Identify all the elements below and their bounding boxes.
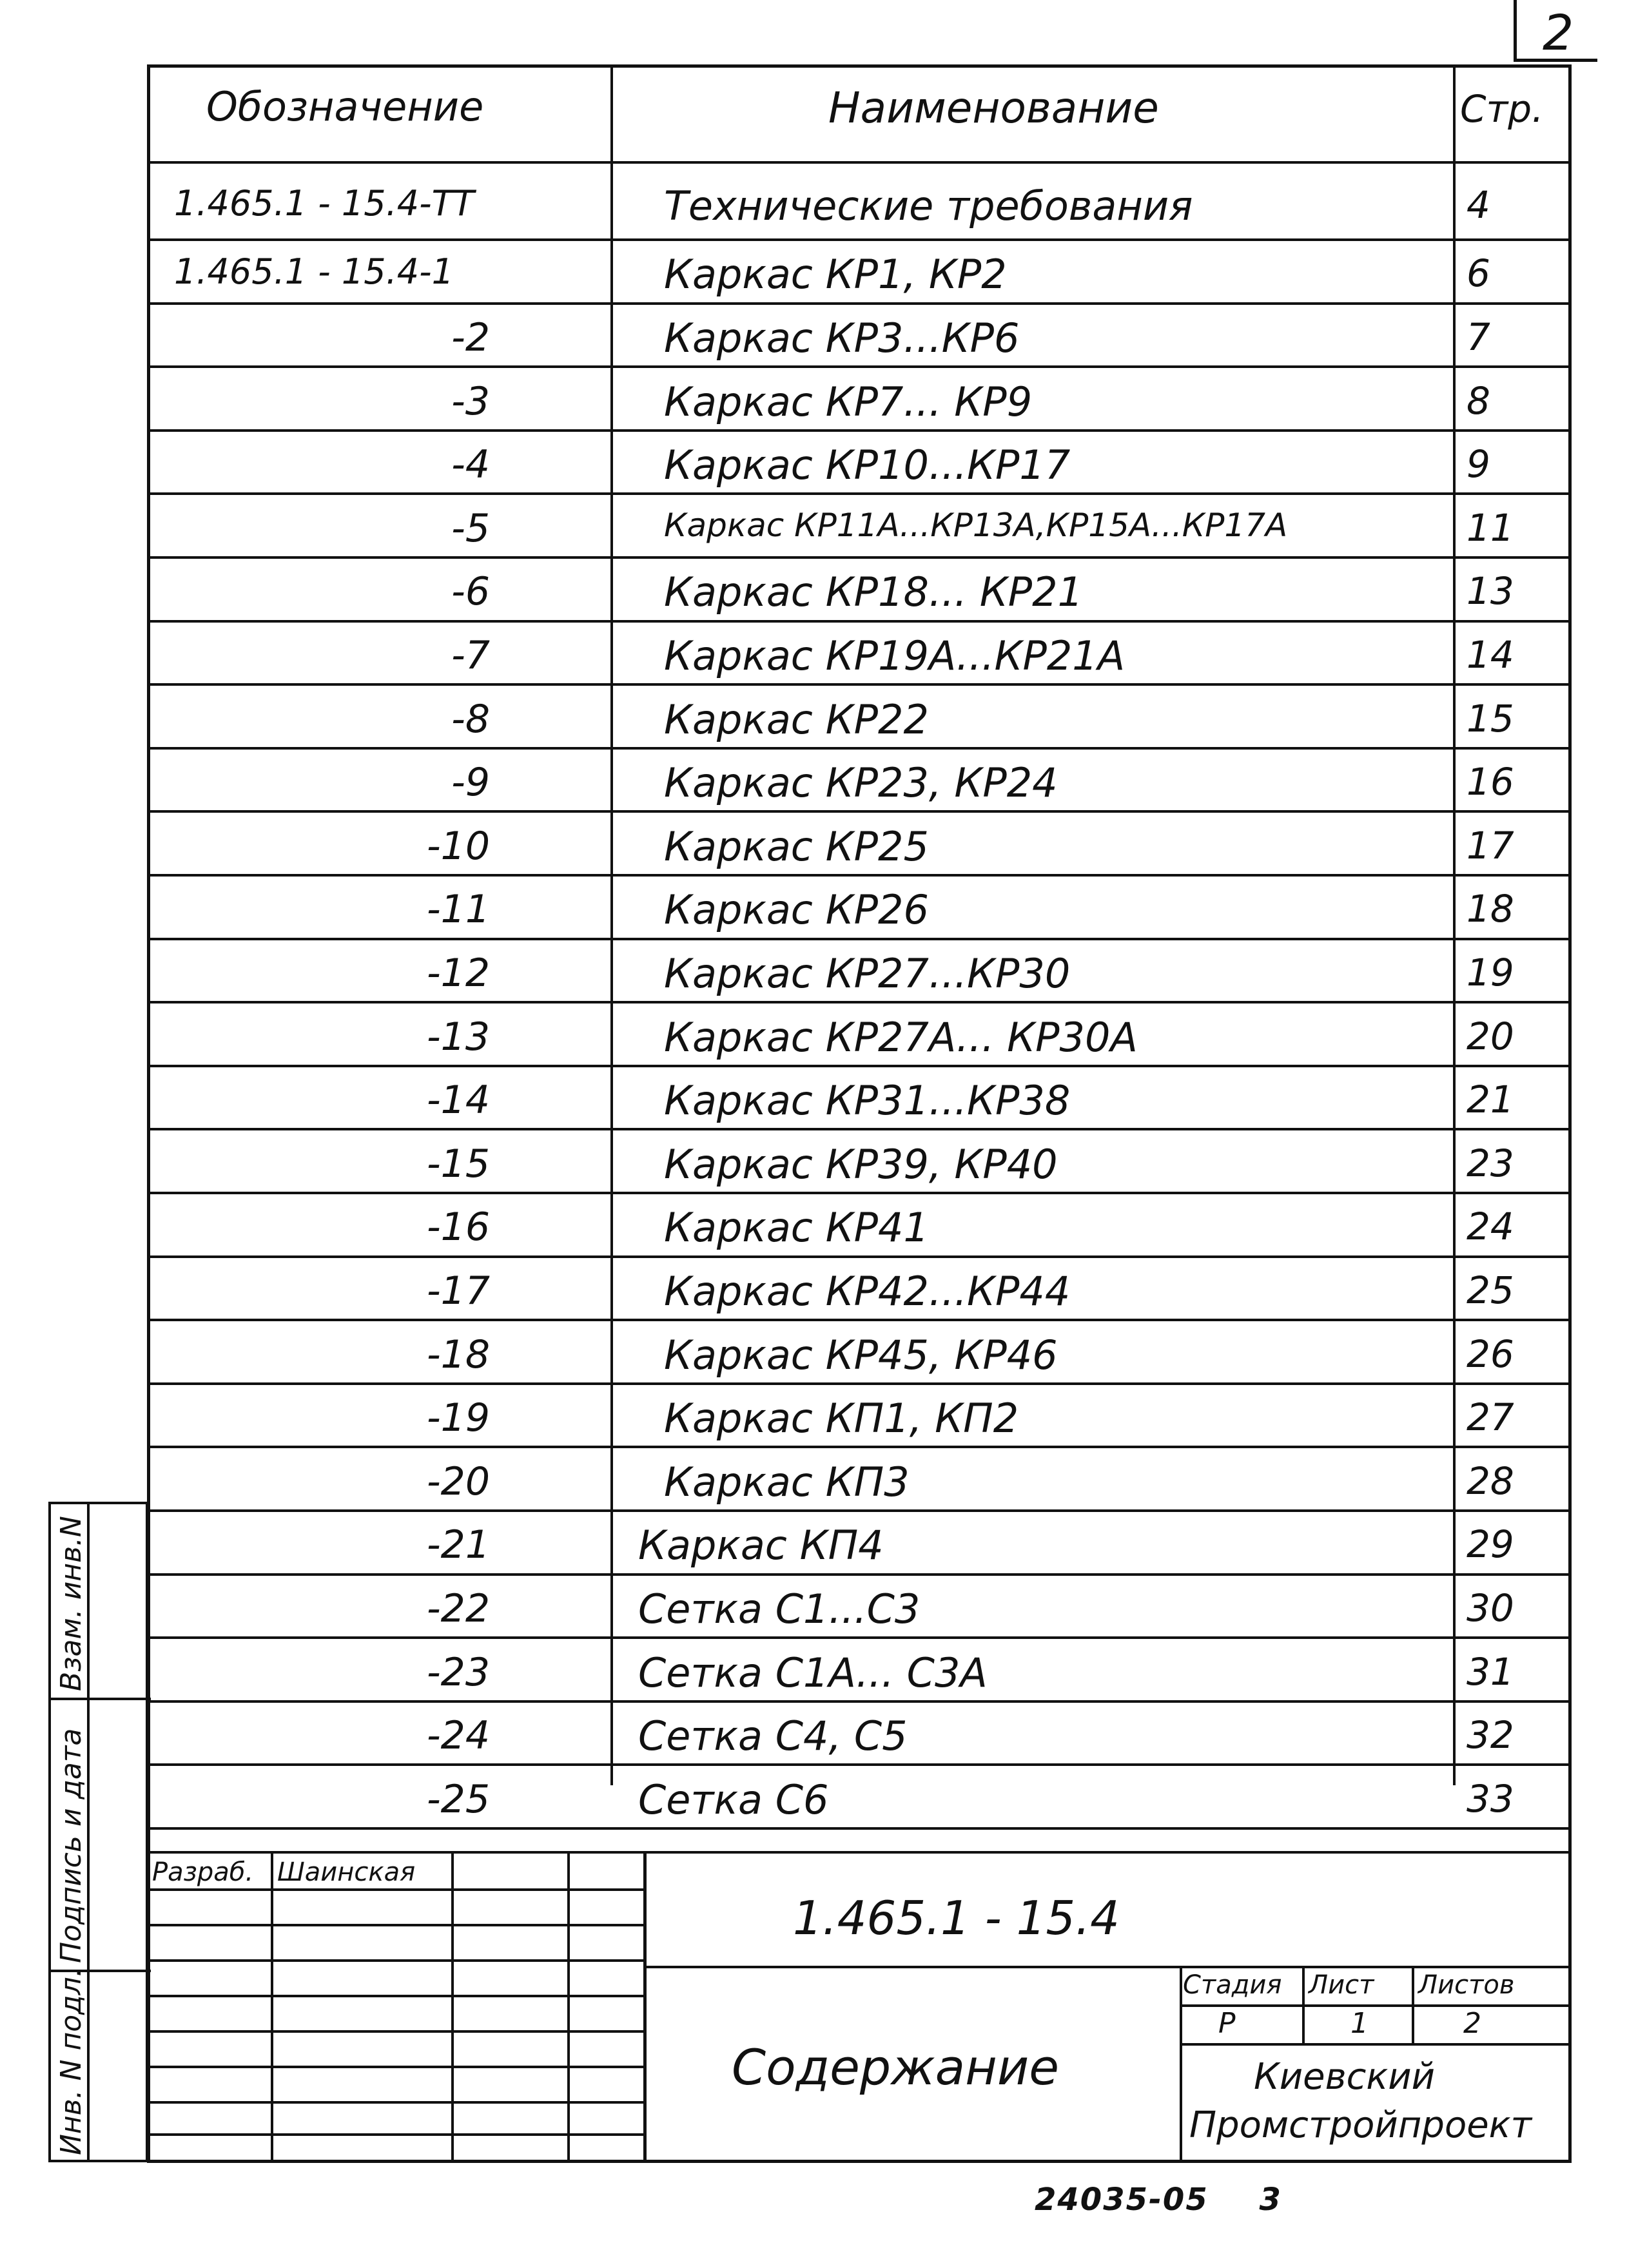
row-page: 20 <box>1467 1014 1514 1058</box>
stage-label: Стадия <box>1183 1970 1282 2000</box>
row-divider <box>147 874 1572 877</box>
row-divider <box>147 429 1572 432</box>
row-page: 11 <box>1467 505 1514 550</box>
row-page: 6 <box>1467 251 1490 296</box>
row-divider <box>147 556 1572 559</box>
row-page: 27 <box>1467 1395 1514 1440</box>
row-page: 23 <box>1467 1141 1514 1185</box>
row-divider <box>147 1509 1572 1512</box>
row-divider <box>147 365 1572 368</box>
title-block-info-col-1 <box>1302 1966 1305 2043</box>
row-designation: -14 <box>427 1078 490 1123</box>
row-divider <box>147 1255 1572 1258</box>
row-designation: -12 <box>427 950 490 996</box>
row-divider <box>147 1763 1572 1766</box>
row-page: 7 <box>1467 315 1490 359</box>
side-stamp-signature-date: Подпись и дата <box>55 1728 88 1963</box>
row-name: Каркас КР26 <box>664 886 929 934</box>
row-name: Технические требования <box>664 182 1193 229</box>
organization-line-2: Промстройпроект <box>1189 2104 1532 2146</box>
organization-line-1: Киевский <box>1254 2056 1436 2098</box>
row-divider <box>147 938 1572 940</box>
side-stamp-replaced-inventory: Взам. инв.N <box>55 1516 88 1691</box>
row-divider <box>147 1382 1572 1385</box>
row-name: Каркас КР7... КР9 <box>664 378 1033 425</box>
row-page: 28 <box>1467 1459 1514 1503</box>
archive-number <box>1035 2182 1282 2218</box>
row-name: Каркас КР41 <box>664 1204 929 1252</box>
row-name: Каркас КР10...КР17 <box>664 441 1071 489</box>
title-block-code-divider <box>643 1966 1572 1968</box>
row-divider <box>147 1700 1572 1703</box>
page-number-box <box>1514 0 1597 62</box>
column-divider-designation <box>610 64 613 1785</box>
row-divider <box>147 1636 1572 1639</box>
row-designation: -10 <box>427 823 490 869</box>
row-designation: -23 <box>427 1649 490 1695</box>
row-designation: -2 <box>451 315 490 360</box>
row-name: Каркас КР45, КР46 <box>664 1331 1058 1379</box>
row-page: 9 <box>1467 442 1490 487</box>
side-stamp-inventory-original: Инв. N подл. <box>55 1968 88 2155</box>
row-designation: -13 <box>427 1014 490 1060</box>
row-divider <box>147 1319 1572 1321</box>
row-designation: 1.465.1 - 15.4-1 <box>174 251 454 293</box>
row-divider <box>147 1001 1572 1003</box>
title-block-info-divider <box>1180 1966 1182 2163</box>
title-block-col-name <box>451 1851 454 2163</box>
stage-value: Р <box>1218 2007 1236 2040</box>
row-name: Каркас КР25 <box>664 822 929 870</box>
title-block-info-col-2 <box>1412 1966 1414 2043</box>
row-designation: -16 <box>427 1205 490 1250</box>
sheets-value: 2 <box>1463 2007 1481 2040</box>
row-page: 30 <box>1467 1585 1514 1630</box>
row-page: 4 <box>1467 182 1490 227</box>
row-divider <box>147 1128 1572 1130</box>
row-page: 14 <box>1467 632 1514 677</box>
row-designation: -6 <box>451 569 490 615</box>
row-page: 31 <box>1467 1649 1514 1694</box>
row-page: 8 <box>1467 378 1490 423</box>
row-page: 26 <box>1467 1332 1514 1376</box>
row-name: Сетка С1А... С3А <box>638 1649 988 1696</box>
row-name: Каркас КП1, КП2 <box>664 1395 1019 1442</box>
row-page: 15 <box>1467 696 1514 741</box>
sheet-label: Лист <box>1309 1970 1374 2000</box>
row-designation: -19 <box>427 1395 490 1441</box>
row-designation: -20 <box>427 1459 490 1504</box>
row-designation: -24 <box>427 1713 490 1759</box>
header-designation: Обозначение <box>206 83 484 130</box>
row-name: Сетка С1...С3 <box>638 1585 921 1633</box>
column-divider-page <box>1453 64 1456 1785</box>
archive-sheet: 3 <box>1259 2182 1282 2218</box>
header-divider <box>147 161 1572 164</box>
side-stamp-divider-1 <box>51 1698 151 1700</box>
page-number: 2 <box>1543 4 1574 61</box>
title-block-col-role <box>271 1851 273 2163</box>
row-name: Каркас КР22 <box>664 695 929 743</box>
row-name: Каркас КР18... КР21 <box>664 568 1084 616</box>
developer-name: Шаинская <box>277 1857 416 1887</box>
row-designation: -7 <box>451 632 490 678</box>
row-designation: -21 <box>427 1522 490 1568</box>
row-name: Каркас КР19А...КР21А <box>664 632 1126 679</box>
row-name: Каркас КР27А... КР30А <box>664 1013 1138 1061</box>
row-designation: -17 <box>427 1268 490 1313</box>
sheet-value: 1 <box>1350 2007 1369 2040</box>
title-block-main-divider <box>643 1851 647 2163</box>
row-name: Каркас КР31...КР38 <box>664 1077 1071 1125</box>
header-page: Стр. <box>1460 87 1544 131</box>
title-block-top-line <box>147 1851 1572 1854</box>
row-divider <box>147 620 1572 623</box>
row-page: 32 <box>1467 1713 1514 1758</box>
row-page: 16 <box>1467 760 1514 804</box>
row-designation: -4 <box>451 442 490 488</box>
header-name: Наименование <box>828 83 1159 133</box>
row-name: Каркас КР23, КР24 <box>664 759 1058 807</box>
document-code: 1.465.1 - 15.4 <box>793 1891 1120 1945</box>
row-page: 18 <box>1467 887 1514 931</box>
row-divider <box>147 1827 1572 1830</box>
row-designation: -3 <box>451 378 490 424</box>
row-divider <box>147 238 1572 241</box>
row-name: Каркас КР42...КР44 <box>664 1267 1071 1315</box>
row-page: 33 <box>1467 1776 1514 1821</box>
row-divider <box>147 810 1572 813</box>
row-designation: 1.465.1 - 15.4-ТТ <box>174 182 474 224</box>
row-divider <box>147 1573 1572 1576</box>
row-page: 19 <box>1467 950 1514 994</box>
row-designation: -5 <box>451 505 490 551</box>
row-divider <box>147 1446 1572 1448</box>
row-name: Каркас КР27...КР30 <box>664 949 1071 997</box>
document-title: Содержание <box>732 2039 1059 2096</box>
row-divider <box>147 492 1572 495</box>
row-page: 13 <box>1467 569 1514 614</box>
row-page: 17 <box>1467 823 1514 867</box>
title-block-info-row-2 <box>1180 2043 1572 2046</box>
row-name: Каркас КР11А...КР13А,КР15А...КР17А <box>664 506 1288 544</box>
side-stamp <box>48 1502 148 2162</box>
row-name: Каркас КП4 <box>638 1522 884 1569</box>
row-page: 25 <box>1467 1268 1514 1312</box>
title-block-info-row-1 <box>1180 2004 1572 2007</box>
row-name: Каркас КР3...КР6 <box>664 314 1020 362</box>
row-designation: -11 <box>427 887 490 933</box>
developer-role: Разраб. <box>152 1857 254 1887</box>
row-page: 29 <box>1467 1522 1514 1567</box>
row-name: Сетка С6 <box>638 1776 829 1823</box>
row-name: Сетка С4, С5 <box>638 1712 908 1760</box>
row-page: 21 <box>1467 1078 1514 1122</box>
row-designation: -22 <box>427 1585 490 1631</box>
row-name: Каркас КП3 <box>664 1458 910 1506</box>
row-designation: -25 <box>427 1776 490 1822</box>
row-designation: -8 <box>451 696 490 742</box>
row-divider <box>147 302 1572 305</box>
row-page: 24 <box>1467 1205 1514 1249</box>
archive-code: 24035-05 <box>1035 2182 1209 2218</box>
row-designation: -9 <box>451 760 490 806</box>
row-name: Каркас КР1, КР2 <box>664 251 1007 298</box>
row-divider <box>147 1065 1572 1067</box>
row-divider <box>147 683 1572 686</box>
row-designation: -18 <box>427 1332 490 1377</box>
title-block-col-signature <box>567 1851 570 2163</box>
row-designation: -15 <box>427 1141 490 1187</box>
row-divider <box>147 1192 1572 1194</box>
sheets-label: Листов <box>1418 1970 1515 2000</box>
row-divider <box>147 747 1572 750</box>
row-name: Каркас КР39, КР40 <box>664 1140 1058 1188</box>
